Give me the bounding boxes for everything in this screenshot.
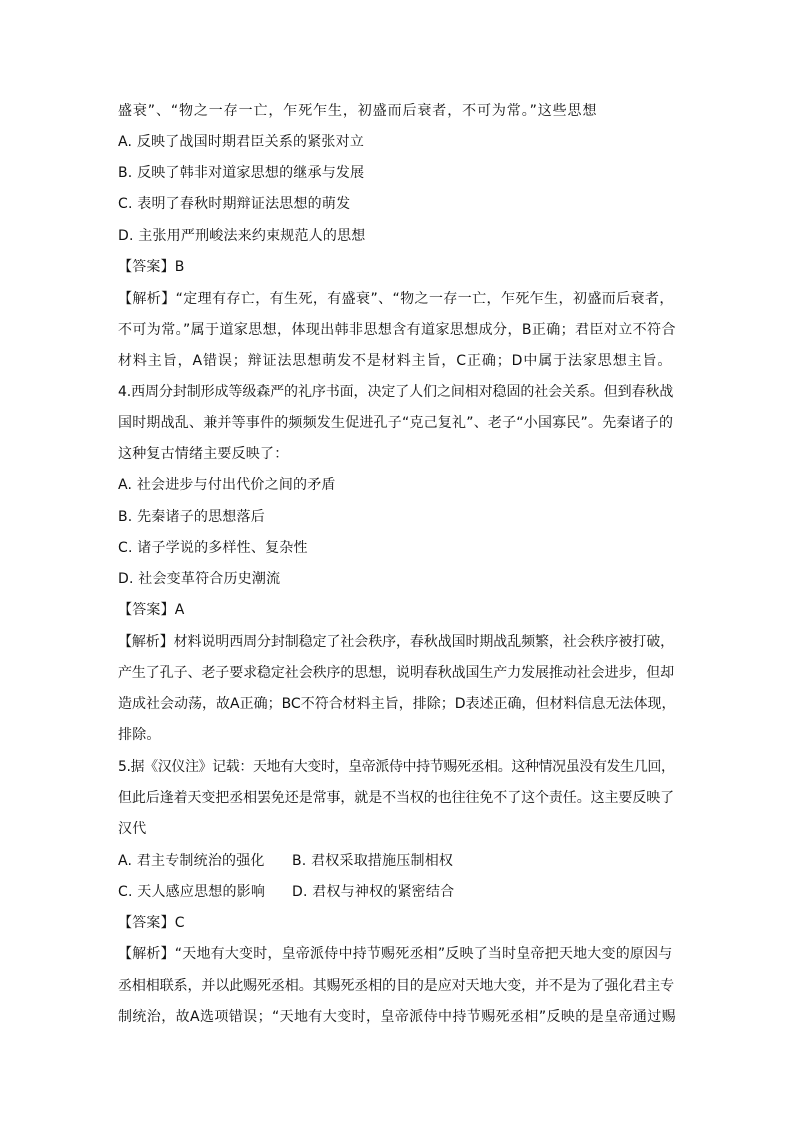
q4-stem-line-2: 国时期战乱、兼并等事件的频频发生促进孔子“克己复礼”、老子“小国寡民”。先秦诸子的 xyxy=(118,415,674,431)
q3-analysis-line-2: 不可为常。”属于道家思想，体现出韩非思想含有道家思想成分，B正确；君臣对立不符合 xyxy=(118,322,676,338)
q4-answer: 【答案】A xyxy=(118,602,185,618)
q5-analysis-line-2: 丞相相联系，并以此赐死丞相。其赐死丞相的目的是应对天地大变，并不是为了强化君主专 xyxy=(118,978,674,994)
q5-option-b: B. 君权采取措施压制相权 xyxy=(292,853,454,869)
q5-options-row-2 xyxy=(118,882,455,902)
q5-stem-line-3: 汉代 xyxy=(118,821,147,837)
q5-stem-line-2: 但此后逢着天变把丞相罢免还是常事，就是不当权的也往往免不了这个责任。这主要反映了 xyxy=(118,790,674,806)
q3-analysis-line-1: 【解析】“定理有存亡，有生死，有盛衰”、“物之一存一亡，乍死乍生，初盛而后衰者， xyxy=(118,291,674,307)
q4-stem-line-1: 4.西周分封制形成等级森严的礼序书面，决定了人们之间相对稳固的社会关系。但到春秋战 xyxy=(118,384,674,400)
q3-option-b: B. 反映了韩非对道家思想的继承与发展 xyxy=(118,165,365,181)
q3-option-a: A. 反映了战国时期君臣关系的紧张对立 xyxy=(118,134,365,150)
q3-answer: 【答案】B xyxy=(118,259,185,275)
q5-analysis-line-1: 【解析】“天地有大变时，皇帝派侍中持节赐死丞相”反映了当时皇帝把天地大变的原因与 xyxy=(118,946,673,962)
q5-analysis-line-3: 制统治，故A选项错误；“天地有大变时，皇帝派侍中持节赐死丞相”反映的是皇帝通过赐 xyxy=(118,1009,677,1025)
question-3-stem-tail: 盛衰”、“物之一存一亡，乍死乍生，初盛而后衰者，不可为常。”这些思想 xyxy=(118,103,598,119)
q4-option-c: C. 诸子学说的多样性、复杂性 xyxy=(118,540,308,556)
q5-option-c: C. 天人感应思想的影响 xyxy=(118,884,266,900)
q5-options-row-1 xyxy=(118,851,454,871)
q3-option-d: D. 主张用严刑峻法来约束规范人的思想 xyxy=(118,228,366,244)
q5-option-d: D. 君权与神权的紧密结合 xyxy=(292,884,455,900)
q4-stem-line-3: 这种复古情绪主要反映了： xyxy=(118,446,289,462)
q4-analysis-line-3: 造成社会动荡，故A正确；BC不符合材料主旨，排除；D表述正确，但材料信息无法体现， xyxy=(118,696,676,712)
q4-analysis-line-2: 产生了孔子、老子要求稳定社会秩序的思想，说明春秋战国生产力发展推动社会进步，但却 xyxy=(118,665,674,681)
q4-option-a: A. 社会进步与付出代价之间的矛盾 xyxy=(118,477,336,493)
q4-analysis-line-4: 排除。 xyxy=(118,727,161,743)
q4-analysis-line-1: 【解析】材料说明西周分封制稳定了社会秩序，春秋战国时期战乱频繁，社会秩序被打破， xyxy=(118,634,674,650)
q5-answer: 【答案】C xyxy=(118,915,185,931)
q3-analysis-line-3: 材料主旨，A错误；辩证法思想萌发不是材料主旨，C正确；D中属于法家思想主旨。 xyxy=(118,353,673,369)
q4-option-d: D. 社会变革符合历史潮流 xyxy=(118,571,281,587)
q5-option-a: A. 君主专制统治的强化 xyxy=(118,853,265,869)
q5-stem-line-1: 5.据《汉仪注》记载：天地有大变时，皇帝派侍中持节赐死丞相。这种情况虽没有发生几回， xyxy=(118,759,675,775)
q4-option-b: B. 先秦诸子的思想落后 xyxy=(118,509,265,525)
q3-option-c: C. 表明了春秋时期辩证法思想的萌发 xyxy=(118,196,351,212)
